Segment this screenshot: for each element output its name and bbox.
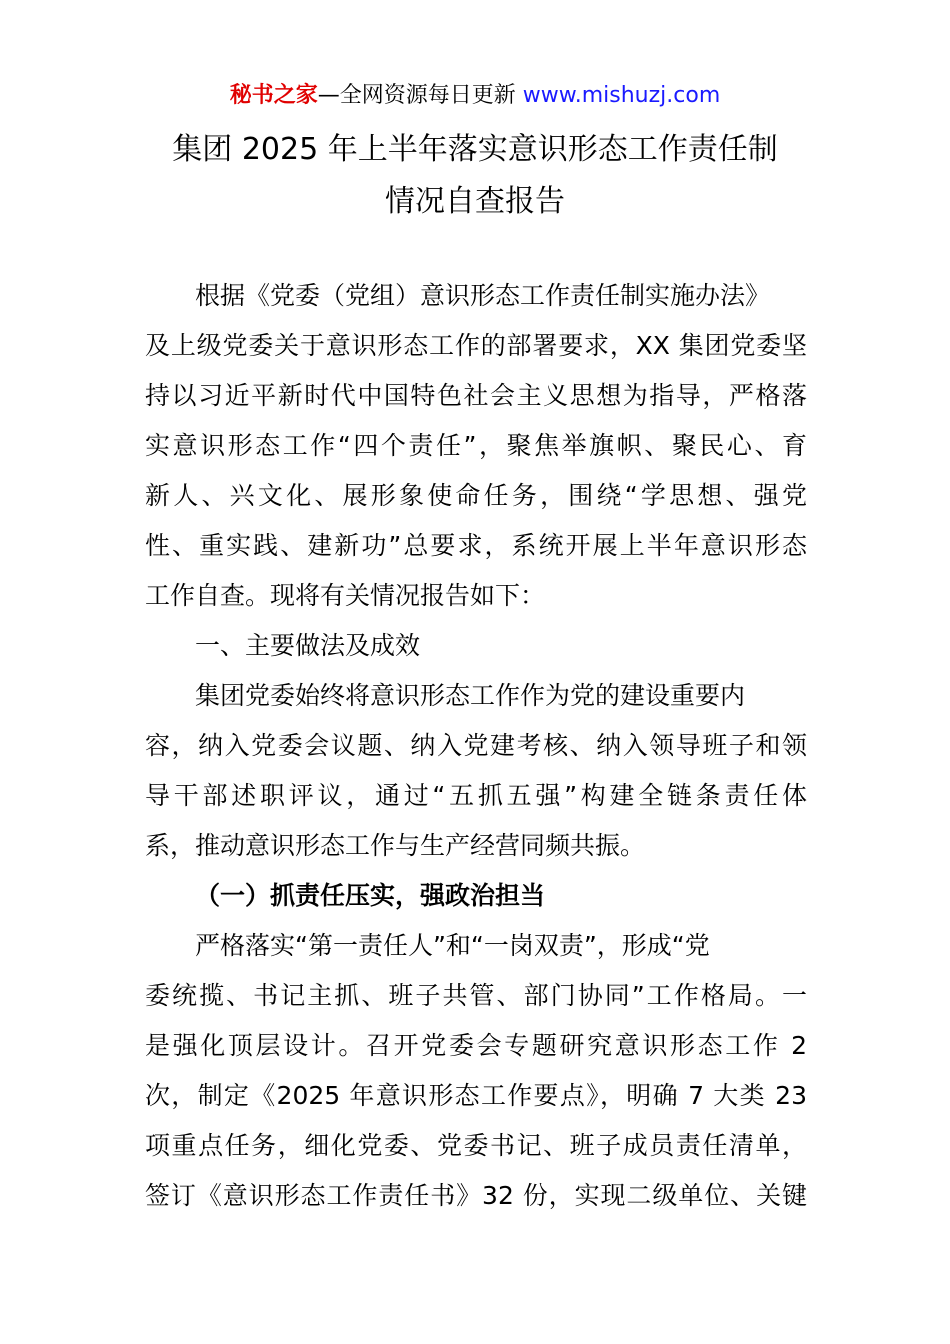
title-line-1: 集团 2025 年上半年落实意识形态工作责任制 — [172, 132, 778, 167]
paragraph-line: 性、重实践、建新功”总要求，系统开展上半年意识形态 — [145, 531, 807, 560]
paragraph-line: 次，制定《2025 年意识形态工作要点》，明确 7 大类 23 — [145, 1081, 807, 1110]
paragraph-line: 容，纳入党委会议题、纳入党建考核、纳入领导班子和领 — [145, 731, 807, 760]
site-tagline: —全网资源每日更新 — [317, 83, 523, 108]
paragraph-line: 持以习近平新时代中国特色社会主义思想为指导，严格落 — [145, 381, 807, 410]
paragraph-line: 严格落实“第一责任人”和“一岗双责”，形成“党 — [195, 931, 710, 960]
document-body — [145, 271, 807, 1221]
title-line-2: 情况自查报告 — [385, 184, 565, 219]
paragraph-line: 工作自查。现将有关情况报告如下： — [145, 581, 546, 610]
site-brand: 秘书之家 — [229, 83, 318, 108]
paragraph-line: 集团党委始终将意识形态工作作为党的建设重要内 — [195, 681, 746, 710]
document-title — [0, 124, 950, 228]
paragraph-line: 导干部述职评议，通过“五抓五强”构建全链条责任体 — [145, 781, 807, 810]
paragraph-line: 根据《党委（党组）意识形态工作责任制实施办法》 — [195, 281, 771, 310]
paragraph-line: 是强化顶层设计。召开党委会专题研究意识形态工作 2 — [145, 1031, 807, 1060]
paragraph-line: 签订《意识形态工作责任书》32 份，实现二级单位、关键 — [145, 1181, 807, 1210]
paragraph-line: 系，推动意识形态工作与生产经营同频共振。 — [145, 831, 646, 860]
paragraph-line: 及上级党委关于意识形态工作的部署要求，XX 集团党委坚 — [145, 331, 807, 360]
paragraph-line: 新人、兴文化、展形象使命任务，围绕“学思想、强党 — [145, 481, 807, 510]
site-header — [0, 80, 950, 112]
paragraph-line: 委统揽、书记主抓、班子共管、部门协同”工作格局。一 — [145, 981, 807, 1010]
paragraph-line: 实意识形态工作“四个责任”，聚焦举旗帜、聚民心、育 — [145, 431, 807, 460]
section-heading: 一、主要做法及成效 — [195, 631, 421, 660]
subsection-heading: （一）抓责任压实，强政治担当 — [195, 881, 546, 910]
paragraph-line: 项重点任务，细化党委、党委书记、班子成员责任清单， — [145, 1131, 807, 1160]
site-url-link[interactable]: www.mishuzj.com — [522, 83, 721, 108]
